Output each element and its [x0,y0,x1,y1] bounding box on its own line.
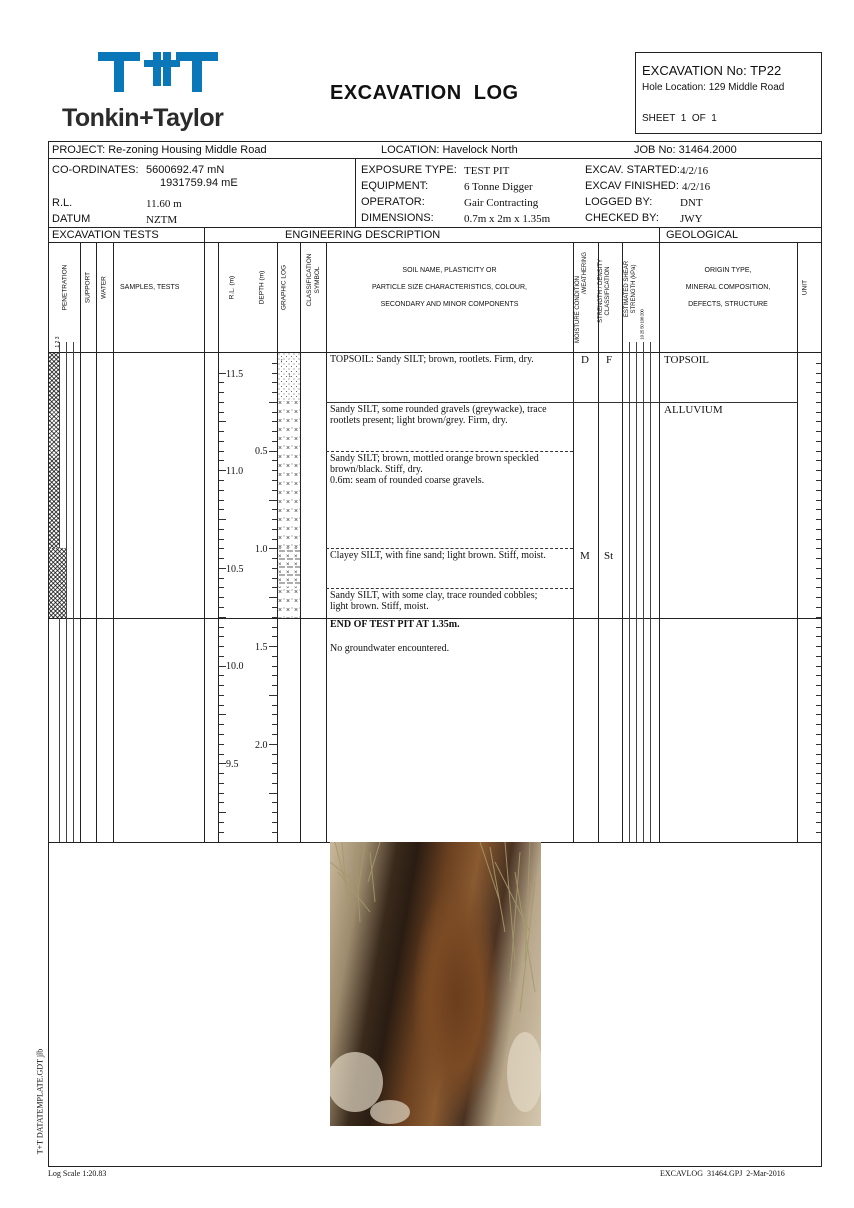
unit-tick [816,441,821,442]
col-penetration: PENETRATION [61,264,69,311]
logged-label: LOGGED BY: [585,196,653,208]
depth-tick [269,744,277,745]
rl-tick [219,470,226,471]
rl-tick [219,431,224,432]
depth-tick [272,431,277,432]
unit-tick [816,412,821,413]
depth-tick [272,558,277,559]
depth-tick [272,509,277,510]
excavation-number: EXCAVATION No: TP22 [642,63,782,78]
moisture-m: M [580,550,590,562]
col-depth: DEPTH (m) [258,270,266,305]
depth-tick [272,412,277,413]
datum-label: DATUM [52,213,91,225]
depth-tick [272,480,277,481]
depth-tick [272,675,277,676]
col-water: WATER [100,276,108,299]
unit-tick [816,607,821,608]
rl-tick [219,685,224,686]
unit-tick [816,451,821,452]
rl-tick [219,627,224,628]
depth-tick [272,568,277,569]
operator-value: Gair Contracting [464,197,539,209]
unit-tick [816,548,821,549]
rl-tick [219,578,224,579]
depth-tick [272,734,277,735]
rl-tick [219,509,224,510]
rl-label: R.L. [52,197,73,209]
unit-tick [816,363,821,364]
rl-tick [219,500,224,501]
photo-grass-icon [330,842,541,1126]
geo-topsoil: TOPSOIL [664,354,710,366]
coordinates-north: 5600692.47 mN [146,164,225,176]
project-location: LOCATION: Havelock North [381,144,518,156]
rl-tick [219,744,224,745]
col-origin-line1: ORIGIN TYPE, [704,267,752,274]
unit-tick [816,754,821,755]
col-origin-line2: MINERAL COMPOSITION, [685,284,771,291]
unit-tick [816,568,821,569]
col-classification-text: CLASSIFICATION SYMBOL [306,253,321,307]
exposure-label: EXPOSURE TYPE: [361,164,457,176]
rl-tick [219,539,224,540]
rl-tick [219,373,226,374]
depth-tick [269,695,277,696]
rl-tick [219,597,224,598]
rl-tick [219,636,224,637]
job-number: JOB No: 31464.2000 [634,144,737,156]
rl-tick [219,802,224,803]
rl-tick [219,402,224,403]
project-name: PROJECT: Re-zoning Housing Middle Road [52,144,267,156]
hole-info-box [635,52,822,134]
depth-tick [272,783,277,784]
logo-mark-icon [60,50,240,100]
rl-tick [219,695,224,696]
rl-tick [219,822,224,823]
depth-tick [272,363,277,364]
depth-label-0-5: 0.5 [255,446,268,457]
depth-tick [269,597,277,598]
started-value: 4/2/16 [680,165,709,177]
depth-tick [272,421,277,422]
unit-tick [816,431,821,432]
rl-value: 11.60 m [146,198,182,210]
unit-tick [816,587,821,588]
desc-clayey-silt: Clayey SILT, with fine sand; light brown. Stiff, moist. [330,550,546,561]
depth-tick [269,451,277,452]
section-engineering: ENGINEERING DESCRIPTION [285,229,441,241]
depth-tick [272,627,277,628]
sheet-number: SHEET 1 OF 1 [642,113,717,124]
logged-value: DNT [680,197,703,209]
col-classification [306,240,322,320]
rl-label-10-0: 10.0 [226,661,244,672]
depth-tick [272,519,277,520]
desc-sandy-silt-clay: Sandy SILT, with some clay, trace rounded cobbles; light brown. Stiff, moist. [330,590,538,612]
depth-tick [272,714,277,715]
unit-tick [816,783,821,784]
desc-groundwater: No groundwater encountered. [330,643,450,654]
strength-st: St [604,550,614,562]
depth-tick [272,802,277,803]
depth-tick [272,617,277,618]
unit-tick [816,382,821,383]
unit-tick [816,705,821,706]
rl-tick [219,382,224,383]
rl-tick [219,529,224,530]
desc-topsoil: TOPSOIL: Sandy SILT; brown, rootlets. Firm, dry. [330,354,534,365]
rl-tick [219,519,226,520]
rl-tick [219,675,224,676]
unit-tick [816,744,821,745]
depth-tick [272,539,277,540]
unit-tick [816,724,821,725]
unit-tick [816,470,821,471]
rl-label-11-5: 11.5 [226,369,244,380]
exposure-value: TEST PIT [464,165,510,177]
depth-tick [272,373,277,374]
dimensions-label: DIMENSIONS: [361,212,434,224]
rl-tick [219,714,226,715]
depth-tick [272,636,277,637]
depth-tick [272,490,277,491]
col-support: SUPPORT [84,271,92,304]
desc-sandy-silt-mottled: Sandy SILT; brown, mottled orange brown speckled brown/black. Stiff, dry. 0.6m: seam of rounded coarse gravels. [330,453,539,486]
penetration-bar-2 [49,548,66,618]
desc-sandy-silt-gravels: Sandy SILT, some rounded gravels (greywacke), trace rootlets present; light brown/grey. Firm, dry. [330,404,547,426]
rl-tick [219,783,224,784]
unit-tick [816,646,821,647]
depth-tick [272,460,277,461]
rl-tick [219,754,224,755]
geo-alluvium: ALLUVIUM [664,404,723,416]
test-pit-photo [330,842,541,1126]
unit-tick [816,500,821,501]
equipment-label: EQUIPMENT: [361,180,429,192]
col-graphic: GRAPHIC LOG [280,264,288,311]
depth-tick [269,793,277,794]
rl-tick [219,548,224,549]
depth-tick [272,656,277,657]
svg-text:↓: ↓ [288,372,292,379]
depth-tick [272,822,277,823]
depth-tick [272,666,277,667]
unit-tick [816,617,821,618]
depth-tick [272,392,277,393]
depth-tick [272,754,277,755]
depth-tick [272,607,277,608]
unit-tick [816,392,821,393]
rl-tick [219,705,224,706]
rl-tick [219,568,226,569]
rl-tick [219,490,224,491]
finished-value: 4/2/16 [682,181,711,193]
unit-tick [816,480,821,481]
depth-tick [272,587,277,588]
unit-tick [816,734,821,735]
unit-tick [816,519,821,520]
checked-value: JWY [680,213,703,225]
col-weathering: /WEATHERING [582,252,588,294]
col-rl: R.L. (m) [228,275,236,300]
unit-tick [816,793,821,794]
section-excavation-tests: EXCAVATION TESTS [52,229,159,241]
depth-tick [272,705,277,706]
datum-value: NZTM [146,214,178,226]
rl-tick [219,812,226,813]
col-strength [598,246,612,336]
col-soil-line2: PARTICLE SIZE CHARACTERISTICS, COLOUR, [372,284,527,291]
unit-tick [816,402,821,403]
unit-tick [816,675,821,676]
unit-tick [816,714,821,715]
desc-end-of-pit: END OF TEST PIT AT 1.35m. [330,619,460,630]
depth-tick [272,529,277,530]
depth-tick [272,470,277,471]
rl-tick [219,656,224,657]
depth-label-1-0: 1.0 [255,544,268,555]
penetration-bar-1 [49,353,59,548]
rl-tick [219,480,224,481]
rl-tick [219,392,224,393]
col-moisture: MOISTURE CONDITION [575,276,581,343]
company-logo [60,50,240,134]
unit-tick [816,529,821,530]
section-geological: GEOLOGICAL [666,229,739,241]
depth-tick [272,832,277,833]
depth-tick [269,402,277,403]
document-title: EXCAVATION LOG [330,82,519,104]
rl-tick [219,451,224,452]
unit-tick [816,509,821,510]
depth-tick [272,441,277,442]
finished-label: EXCAV FINISHED: [585,180,679,192]
coordinates-east: 1931759.94 mE [160,177,238,189]
started-label: EXCAV. STARTED: [585,164,680,176]
depth-tick [269,548,277,549]
rl-tick [219,724,224,725]
depth-tick [272,685,277,686]
unit-tick [816,666,821,667]
unit-tick [816,656,821,657]
rl-label-9-5: 9.5 [226,759,239,770]
rl-tick [219,763,226,764]
rl-tick [219,558,224,559]
col-shear [624,254,638,324]
unit-tick [816,421,821,422]
moisture-d: D [581,354,589,366]
unit-tick [816,685,821,686]
operator-label: OPERATOR: [361,196,425,208]
depth-tick [272,812,277,813]
hole-location: Hole Location: 129 Middle Road [642,82,785,93]
unit-tick [816,812,821,813]
col-strength-text: STRENGTH / DENSITY CLASSIFICATION [598,259,611,324]
depth-label-1-5: 1.5 [255,642,268,653]
unit-tick [816,773,821,774]
logo-wordmark: Tonkin+Taylor [62,104,224,132]
rl-tick [219,617,226,618]
unit-tick [816,822,821,823]
unit-tick [816,802,821,803]
rl-tick [219,646,224,647]
depth-tick [269,500,277,501]
checked-label: CHECKED BY: [585,212,659,224]
log-scale: Log Scale 1:20.83 [48,1169,107,1178]
unit-tick [816,597,821,598]
depth-tick [272,763,277,764]
unit-tick [816,763,821,764]
unit-tick [816,539,821,540]
depth-tick [272,724,277,725]
unit-tick [816,832,821,833]
rl-tick [219,666,226,667]
col-shear-text: ESTIMATED SHEAR STRENGTH (kPa) [624,260,637,318]
unit-tick [816,627,821,628]
rl-tick [219,773,224,774]
unit-tick [816,558,821,559]
rl-label-10-5: 10.5 [226,564,244,575]
graphic-log [278,353,300,618]
unit-tick [816,695,821,696]
col-unit: UNIT [801,279,809,296]
depth-tick [272,382,277,383]
equipment-value: 6 Tonne Digger [464,181,533,193]
rl-tick [219,412,224,413]
depth-label-2-0: 2.0 [255,740,268,751]
svg-text:↑: ↑ [280,358,284,365]
coordinates-label: CO-ORDINATES: [52,164,139,176]
rl-tick [219,607,224,608]
rl-tick [219,793,224,794]
rl-label-11-0: 11.0 [226,466,244,477]
unit-tick [816,636,821,637]
file-reference: EXCAVLOG 31464.GPJ 2-Mar-2016 [660,1169,785,1178]
unit-tick [816,460,821,461]
rl-tick [219,587,224,588]
strength-f: F [606,354,613,366]
col-pen-scale: 1 2 3 [55,336,61,348]
depth-tick [272,578,277,579]
rl-tick [219,832,224,833]
unit-tick [816,373,821,374]
depth-tick [272,773,277,774]
col-samples: SAMPLES, TESTS [120,284,180,291]
unit-tick [816,490,821,491]
rl-tick [219,421,226,422]
depth-tick [269,646,277,647]
unit-tick [816,578,821,579]
template-label: T+T DATATEMPLATE.GDT jlb [35,1048,45,1155]
col-soil-line1: SOIL NAME, PLASTICITY OR [402,267,497,274]
dimensions-value: 0.7m x 2m x 1.35m [464,213,551,225]
graphic-log-pattern-icon [278,353,300,618]
col-soil-line3: SECONDARY AND MINOR COMPONENTS [380,301,519,308]
rl-tick [219,441,224,442]
col-shear-scale: 10 25 50 100 200 [639,309,645,340]
rl-tick [219,734,224,735]
rl-tick [219,460,224,461]
col-origin-line3: DEFECTS, STRUCTURE [688,301,768,308]
